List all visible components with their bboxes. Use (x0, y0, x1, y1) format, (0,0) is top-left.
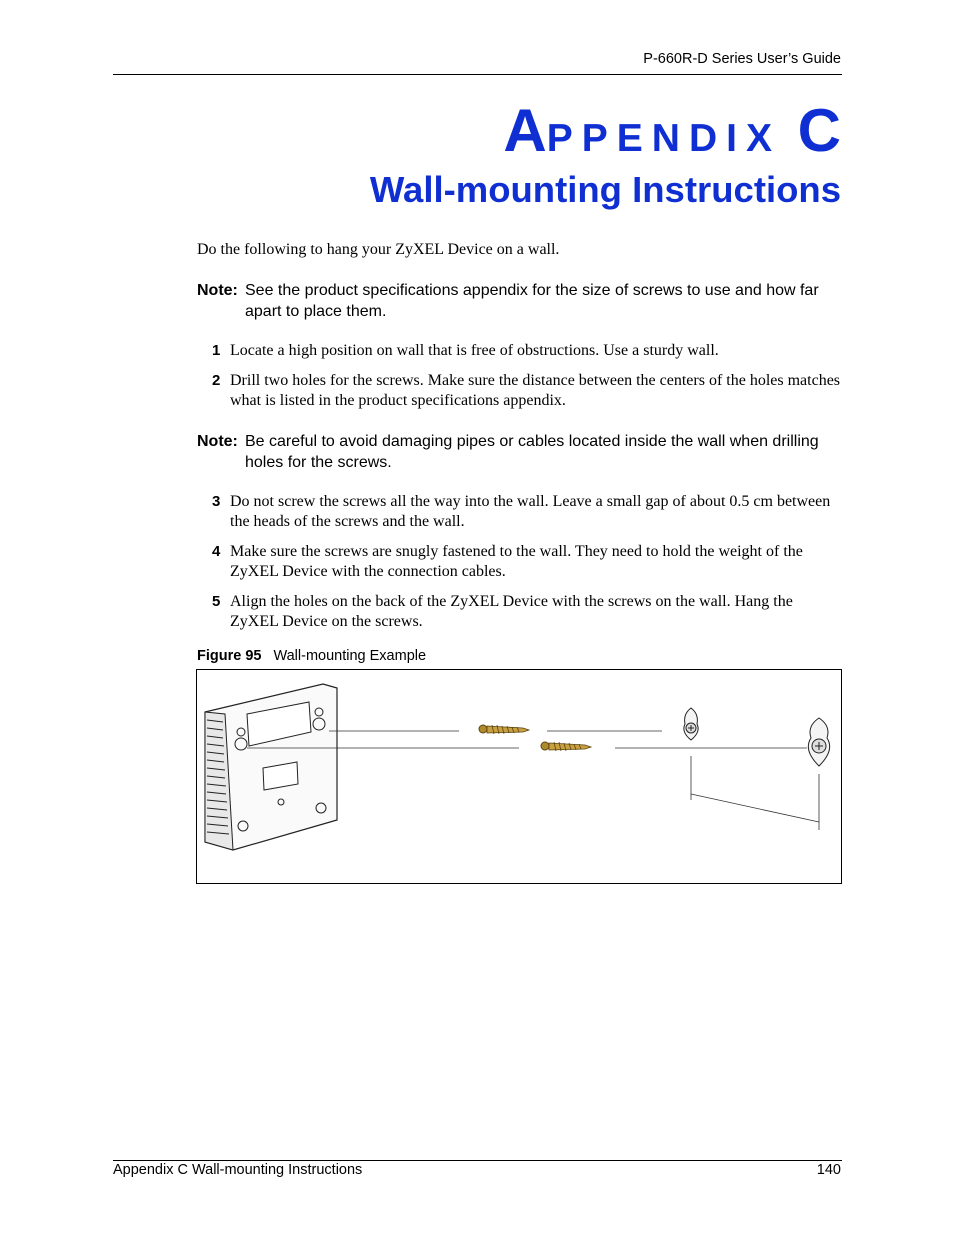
note-pipes-cables (197, 431, 847, 473)
note-text: Be careful to avoid damaging pipes or cables located inside the wall when drilling holes for the screws. (245, 433, 819, 471)
step-text: Make sure the screws are snugly fastened to the wall. They need to hold the weight of the ZyXEL Device with the connection cables. (230, 543, 803, 580)
page-title: Wall-mounting Instructions (369, 169, 841, 210)
page-number: 140 (816, 1162, 841, 1178)
device-back-illustration (205, 684, 337, 850)
step-text: Do not screw the screws all the way into the wall. Leave a small gap of about 0.5 cm between the heads of the screws and the wall. (230, 493, 831, 530)
step-item (212, 492, 842, 532)
wall-mounting-illustration (197, 670, 841, 883)
step-number: 2 (212, 372, 221, 389)
intro-paragraph: Do the following to hang your ZyXEL Device on a wall. (197, 241, 560, 258)
footer-divider (113, 1160, 842, 1161)
figure-caption-text: Wall-mounting Example (273, 648, 427, 664)
header-divider (113, 74, 842, 75)
appendix-heading (503, 98, 841, 172)
appendix-first-letter: A (503, 97, 547, 164)
step-number: 3 (212, 493, 221, 510)
footer-section-title: Appendix C Wall-mounting Instructions (113, 1162, 363, 1178)
step-number: 5 (212, 593, 221, 610)
figure-label: Figure 95 (197, 648, 262, 664)
note-screw-size (197, 280, 847, 322)
appendix-letter: C (797, 97, 841, 164)
step-number: 1 (212, 342, 221, 359)
step-item (212, 542, 842, 582)
guide-title: P-660R-D Series User’s Guide (643, 51, 841, 67)
note-label: Note: (197, 433, 238, 450)
wall-mounting-figure (196, 669, 842, 884)
step-item (212, 592, 842, 632)
appendix-word-rest: PPENDIX (546, 117, 781, 160)
dimension-line (691, 794, 819, 822)
step-text: Drill two holes for the screws. Make sure the distance between the centers of the holes matches what is listed in the product specifications appendix. (230, 372, 841, 409)
step-item (212, 341, 842, 361)
figure-caption (197, 648, 426, 664)
step-item (212, 371, 842, 411)
screw-icon (541, 742, 591, 751)
step-text: Locate a high position on wall that is free of obstructions. Use a sturdy wall. (230, 342, 719, 359)
wall-anchor-icon (808, 718, 829, 766)
note-text: See the product specifications appendix for the size of screws to use and how far apart to place them. (245, 282, 819, 320)
wall-anchor-icon (684, 708, 698, 740)
note-label: Note: (197, 282, 238, 299)
step-number: 4 (212, 543, 221, 560)
step-text: Align the holes on the back of the ZyXEL Device with the screws on the wall. Hang the ZyXEL Device on the screws. (230, 593, 793, 630)
screw-icon (479, 725, 529, 734)
